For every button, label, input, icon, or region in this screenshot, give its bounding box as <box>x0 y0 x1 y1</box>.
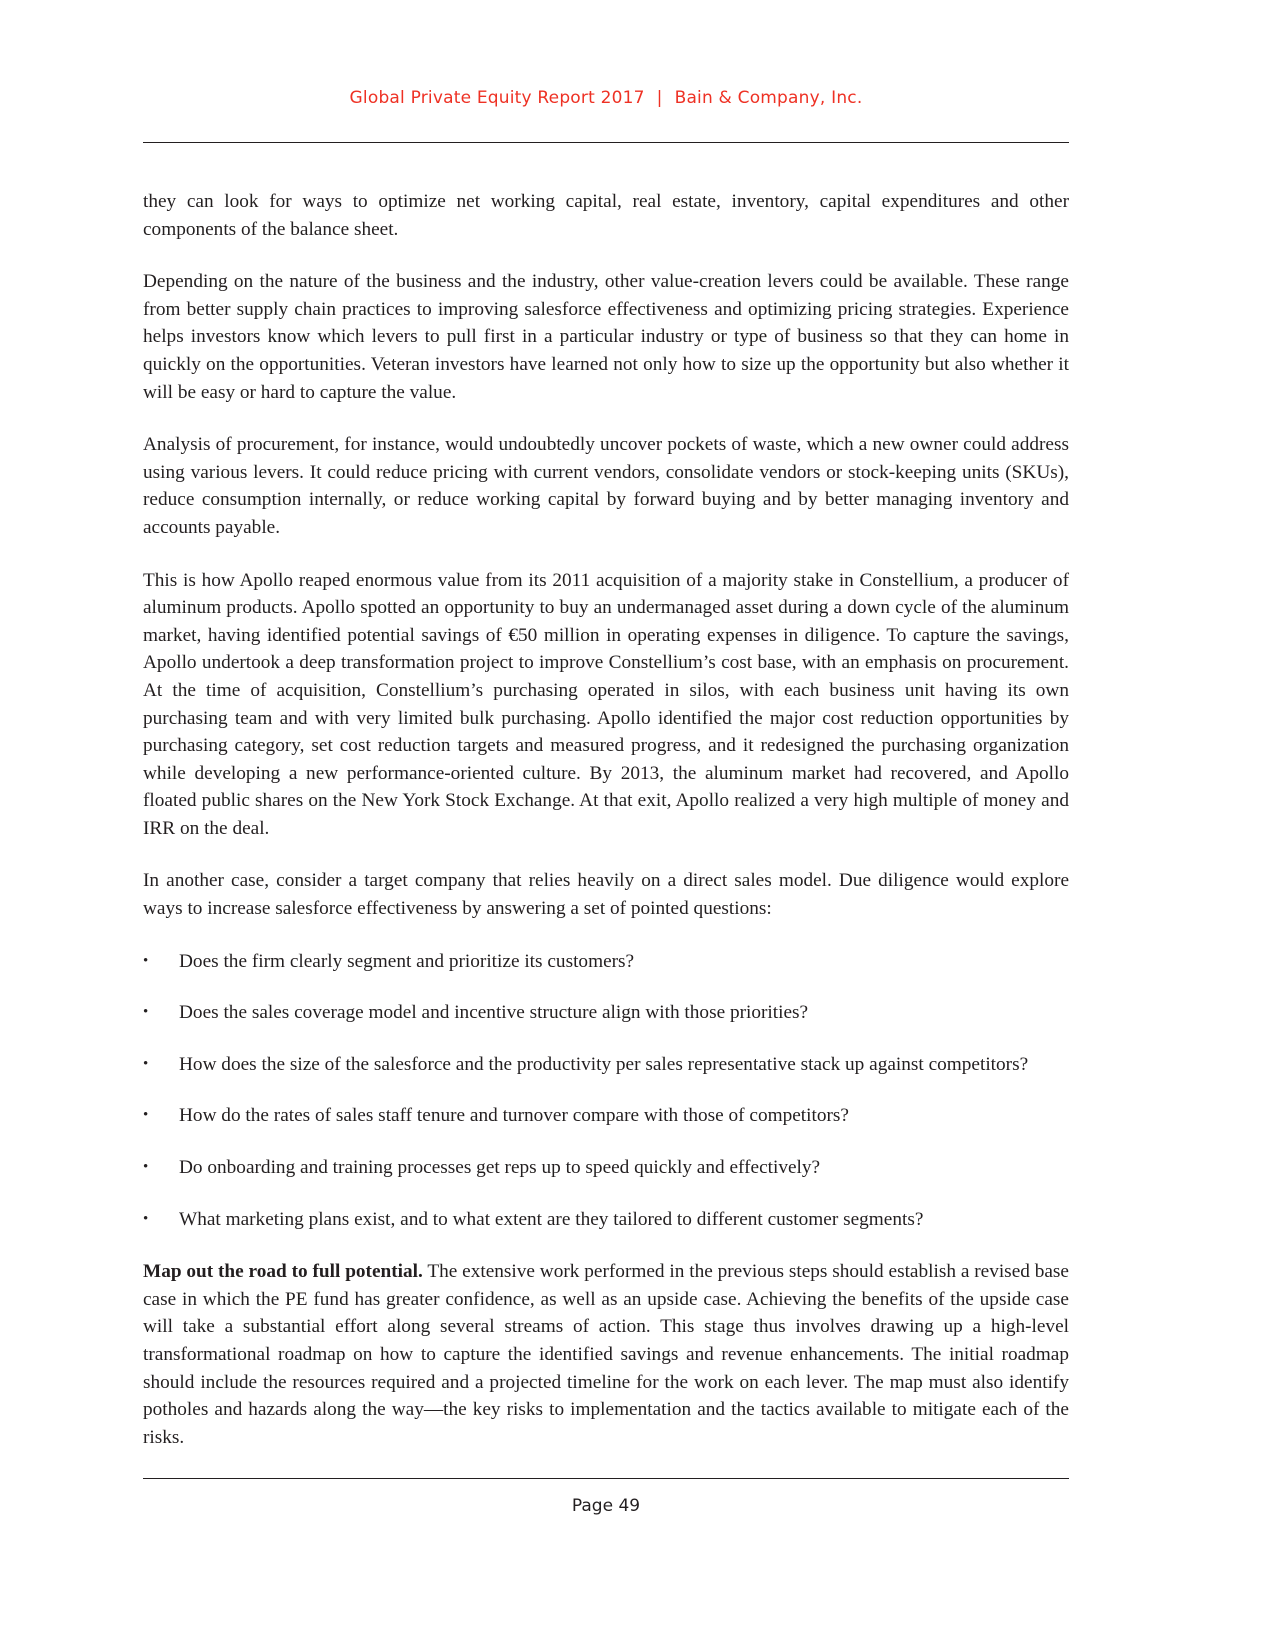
section-text: The extensive work performed in the previous steps should establish a revised base case in which the PE fund has greater confidence, as well as an upside case. Achieving the benefits of the upside case will take a substantial effort along several streams of action. This stage thus involves drawing up a high-level transformational roadmap on how to capture the identified savings and revenue enhancements. The initial roadmap should include the resources required and a projected timeline for the work on each lever. The map must also identify potholes and hazards along the way—the key risks to implementation and the tactics available to mitigate each of the risks. <box>143 1261 1069 1448</box>
page-number: Page 49 <box>571 1496 641 1516</box>
header-rule <box>143 142 1069 143</box>
list-item: • What marketing plans exist, and to what extent are they tailored to different customer segments? <box>143 1206 1069 1234</box>
company-name: Bain & Company, Inc. <box>674 88 863 108</box>
paragraph: This is how Apollo reaped enormous value from its 2011 acquisition of a majority stake in Constellium, a producer of aluminum products. Apollo spotted an opportunity to buy an undermanaged asset during a down cycle of the aluminum market, having identified potential savings of €50 million in operating expenses in diligence. To capture the savings, Apollo undertook a deep transformation project to improve Constellium’s cost base, with an emphasis on procurement. At the time of acquisition, Constellium’s purchasing operated in silos, with each business unit having its own purchasing team and with very limited bulk purchasing. Apollo identified the major cost reduction opportunities by purchasing category, set cost reduction targets and measured progress, and it redesigned the purchasing organization while developing a new performance-oriented culture. By 2013, the aluminum market had recovered, and Apollo floated public shares on the New York Stock Exchange. At that exit, Apollo realized a very high multiple of money and IRR on the deal. <box>143 569 1069 839</box>
paragraph: In another case, consider a target company that relies heavily on a direct sales model. Due diligence would explore ways to increase salesforce effectiveness by answering a set of pointed questions: <box>143 870 1069 920</box>
question-list <box>143 948 1069 1234</box>
list-item: • Do onboarding and training processes get reps up to speed quickly and effectively? <box>143 1154 1069 1182</box>
paragraph: they can look for ways to optimize net working capital, real estate, inventory, capital expenditures and other components of the balance sheet. <box>143 191 1069 240</box>
list-item: • Does the firm clearly segment and prioritize its customers? <box>143 948 1069 976</box>
report-title: Global Private Equity Report 2017 <box>349 88 645 108</box>
section-lead: Map out the road to full potential. <box>143 1261 423 1283</box>
list-item: • How do the rates of sales staff tenure and turnover compare with those of competitors? <box>143 1102 1069 1130</box>
paragraph: Analysis of procurement, for instance, would undoubtedly uncover pockets of waste, which a new owner could address using various levers. It could reduce pricing with current vendors, consolidate vendors or stock-keeping units (SKUs), reduce consumption internally, or reduce working capital by forward buying and by better managing inventory and accounts payable. <box>143 434 1069 538</box>
header-separator: | <box>656 88 663 108</box>
paragraph: Depending on the nature of the business and the industry, other value-creation levers could be available. These range from better supply chain practices to improving salesforce effectiveness and optimizing pricing strategies. Experience helps investors know which levers to pull first in a particular industry or type of business so that they can home in quickly on the opportunities. Veteran investors have learned not only how to size up the opportunity but also whether it will be easy or hard to capture the value. <box>143 271 1069 403</box>
list-item: • How does the size of the salesforce and the productivity per sales representative stack up against competitors? <box>143 1051 1069 1079</box>
paragraph-roadmap <box>143 1258 1069 1451</box>
footer-rule <box>143 1478 1069 1479</box>
body-text <box>143 188 1069 1476</box>
running-header <box>0 88 1212 108</box>
list-item: • Does the sales coverage model and incentive structure align with those priorities? <box>143 999 1069 1027</box>
